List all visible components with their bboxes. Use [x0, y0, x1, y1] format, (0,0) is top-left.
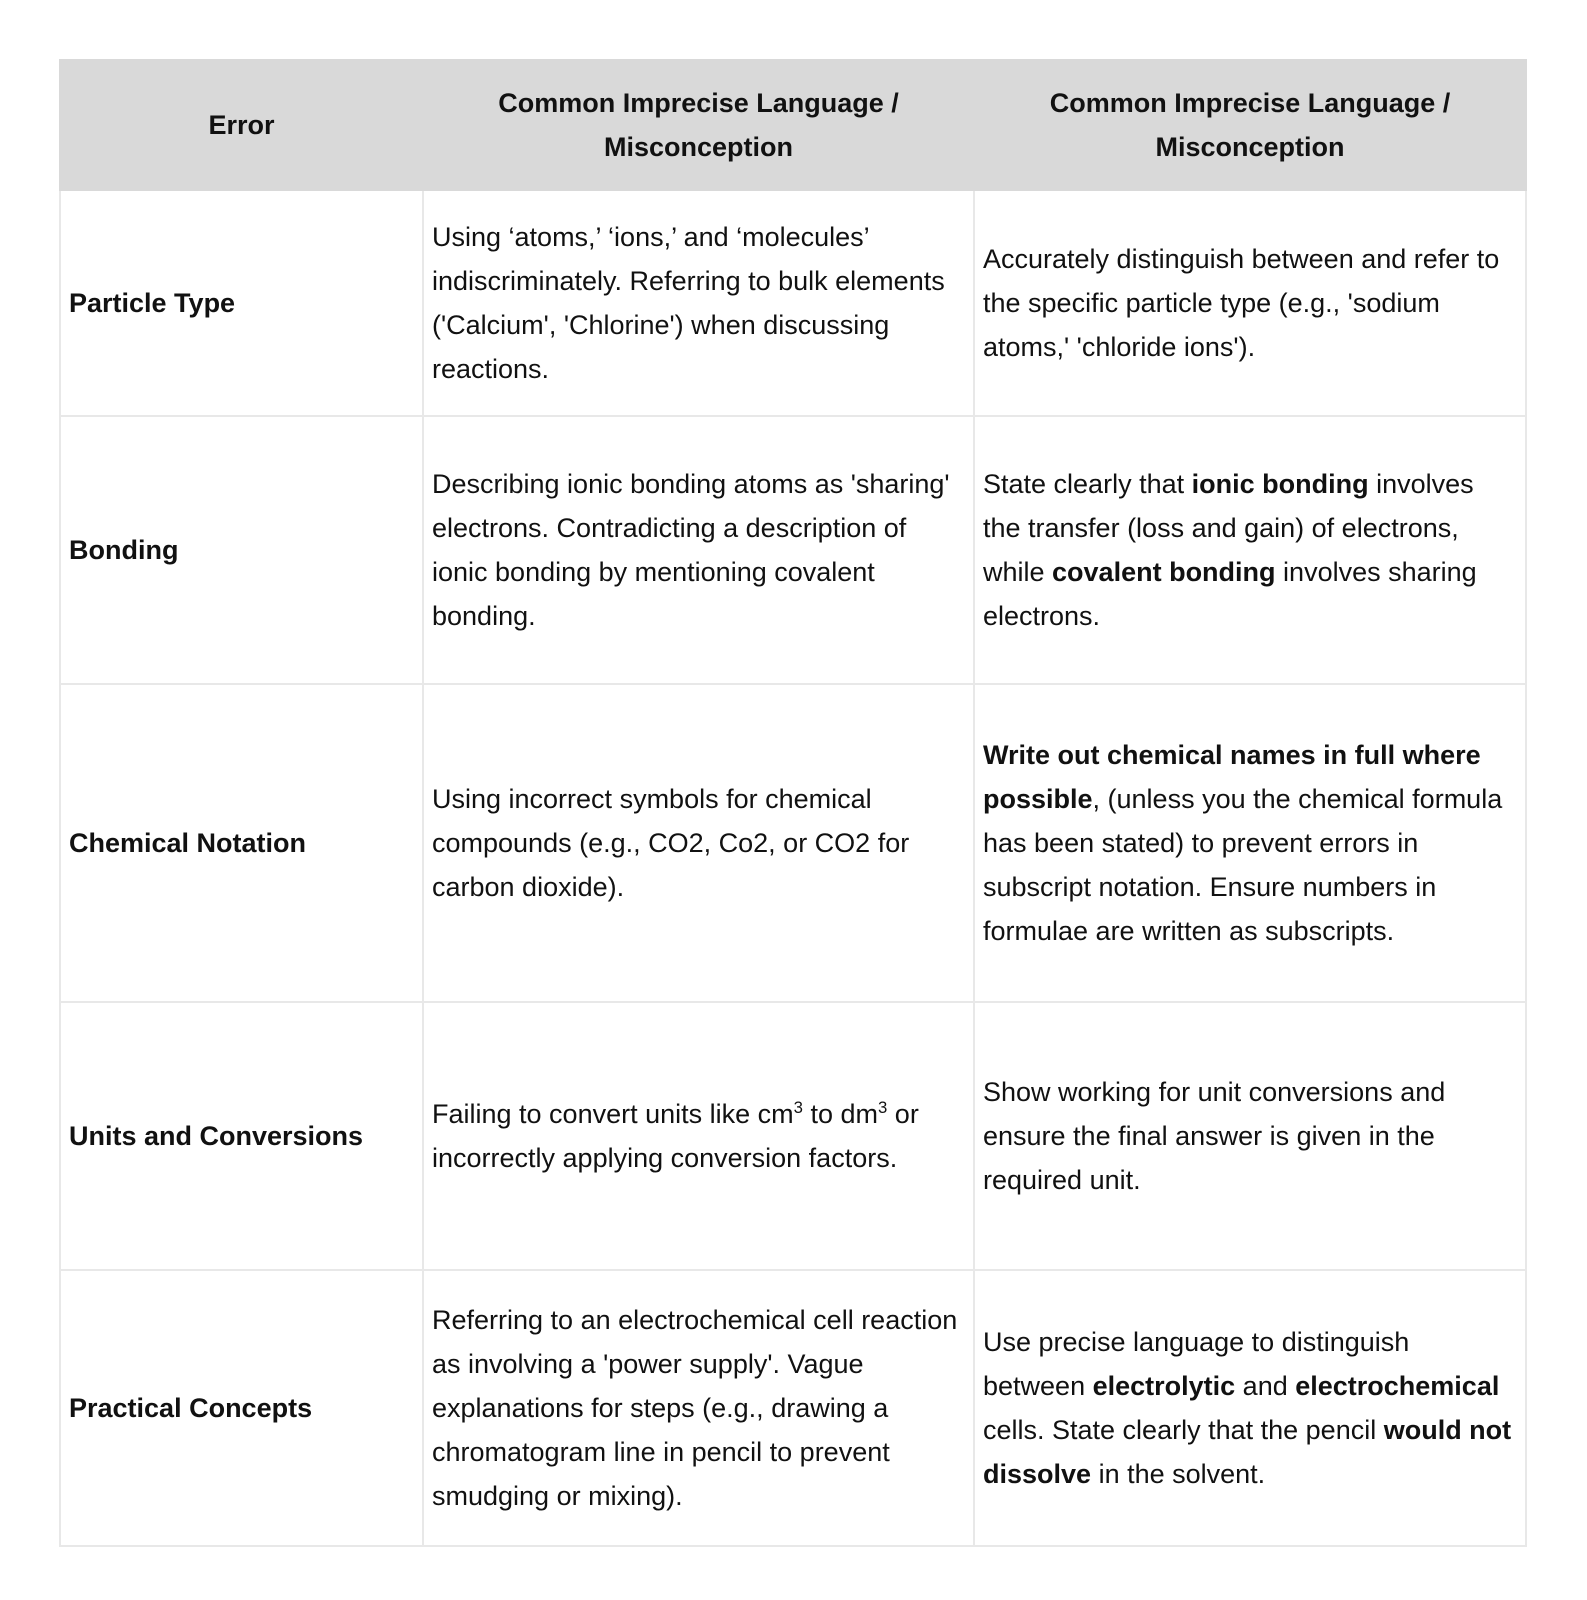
superscript-text: 3	[793, 1098, 803, 1117]
text-segment: Describing ionic bonding atoms as 'sharing' electrons. Contradicting a description of ionic bonding by mentioning covalent bonding.	[432, 469, 950, 631]
bold-text: ionic bonding	[1191, 469, 1369, 499]
text-segment: or incorrectly applying conversion factors.	[432, 1099, 919, 1173]
header-correction: Common Imprecise Language / Misconception	[974, 60, 1526, 190]
misconceptions-table-container	[59, 59, 1525, 1547]
correction-cell	[974, 190, 1526, 416]
misconception-cell	[423, 1002, 974, 1270]
table-row	[60, 1270, 1526, 1546]
correction-cell	[974, 684, 1526, 1002]
header-error: Error	[60, 60, 423, 190]
text-segment: involves sharing electrons.	[983, 557, 1477, 631]
text-segment: Using ‘atoms,’ ‘ions,’ and ‘molecules’ indiscriminately. Referring to bulk elements ('Calcium', 'Chlorine') when discussing reactions.	[432, 222, 945, 384]
text-segment: Referring to an electrochemical cell reaction as involving a 'power supply'. Vague explanations for steps (e.g., drawing a chromatogram line in pencil to prevent smudging or mixing).	[432, 1305, 958, 1511]
bold-text: covalent bonding	[1052, 557, 1276, 587]
misconception-cell	[423, 684, 974, 1002]
superscript-text: 3	[877, 1098, 888, 1117]
text-segment: Accurately distinguish between and refer to the specific particle type (e.g., 'sodium atoms,' 'chloride ions').	[983, 244, 1500, 362]
error-cell: Practical Concepts	[60, 1270, 423, 1546]
correction-cell	[974, 1002, 1526, 1270]
bold-text: electrolytic	[1092, 1371, 1236, 1401]
text-segment: to dm	[802, 1099, 878, 1129]
text-segment: Show working for unit conversions and ensure the final answer is given in the required unit.	[983, 1077, 1446, 1195]
text-segment: , (unless you the chemical formula has been stated) to prevent errors in subscript notation. Ensure numbers in formulae are written as subscripts.	[983, 784, 1503, 946]
error-cell: Bonding	[60, 416, 423, 684]
text-segment: and	[1235, 1371, 1296, 1401]
text-segment: in the solvent.	[1091, 1459, 1266, 1489]
bold-text: electrochemical	[1295, 1371, 1500, 1401]
text-segment: Using incorrect symbols for chemical compounds (e.g., CO2, Co2, or CO2 for carbon dioxide).	[432, 784, 910, 902]
table-row	[60, 190, 1526, 416]
correction-cell	[974, 416, 1526, 684]
correction-cell	[974, 1270, 1526, 1546]
error-cell: Particle Type	[60, 190, 423, 416]
table-body	[60, 190, 1526, 1546]
error-cell: Units and Conversions	[60, 1002, 423, 1270]
text-segment: involves the transfer (loss and gain) of electrons, while	[983, 469, 1474, 587]
misconceptions-table	[59, 59, 1527, 1547]
table-row	[60, 684, 1526, 1002]
table-header	[60, 60, 1526, 190]
misconception-cell	[423, 1270, 974, 1546]
misconception-cell	[423, 190, 974, 416]
table-row	[60, 1002, 1526, 1270]
header-misconception: Common Imprecise Language / Misconception	[423, 60, 974, 190]
misconception-cell	[423, 416, 974, 684]
bold-text: would not dissolve	[983, 1415, 1512, 1489]
text-segment: Failing to convert units like cm	[432, 1099, 794, 1129]
bold-text: Write out chemical names in full where possible	[983, 740, 1481, 814]
header-row	[60, 60, 1526, 190]
text-segment: State clearly that	[983, 469, 1192, 499]
error-cell: Chemical Notation	[60, 684, 423, 1002]
text-segment: Use precise language to distinguish between	[983, 1327, 1410, 1401]
text-segment: cells. State clearly that the pencil	[983, 1415, 1384, 1445]
table-row	[60, 416, 1526, 684]
